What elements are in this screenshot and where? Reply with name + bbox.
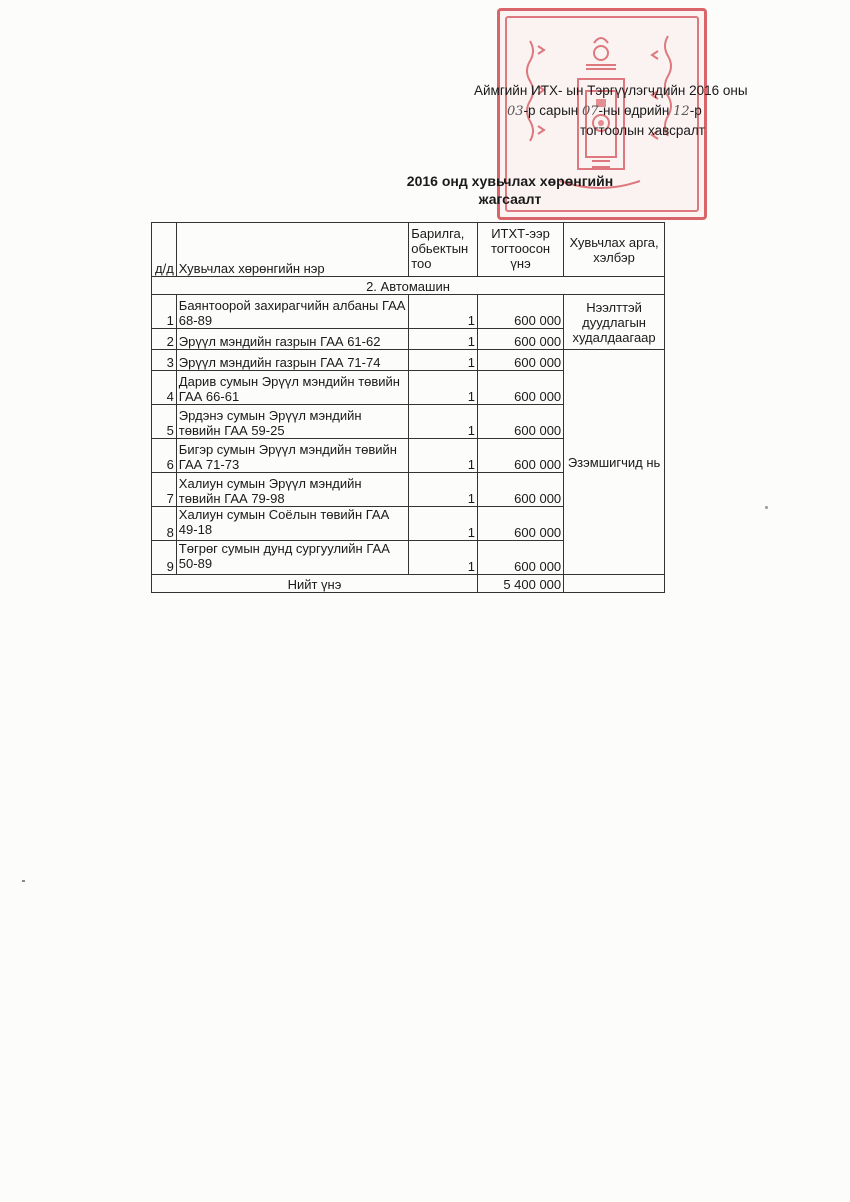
header-day-suffix: -ны өдрийн <box>598 103 670 118</box>
row-price: 600 000 <box>477 350 563 371</box>
row-qty: 1 <box>409 405 478 439</box>
document-title-line2: жагсаалт <box>478 191 542 207</box>
scan-speck <box>22 880 25 882</box>
row-name: Баянтоорой захирагчийн албаны ГАА 68-89 <box>176 295 408 329</box>
table-row <box>152 295 665 329</box>
col-header-method: Хувьчлах арга, хэлбэр <box>564 223 665 277</box>
row-no: 2 <box>152 329 177 350</box>
row-name: Бигэр сумын Эрүүл мэндийн төвийн ГАА 71-73 <box>176 439 408 473</box>
header-line2 <box>507 103 702 119</box>
total-value: 5 400 000 <box>477 575 563 593</box>
header-line3: тогтоолын хавсралт <box>580 123 705 138</box>
header-day: 07 <box>582 104 599 119</box>
document-title-line1: 2016 онд хувьчлах хөрөнгийн <box>406 173 614 189</box>
row-name: Халиун сумын Эрүүл мэндийн төвийн ГАА 79-98 <box>176 473 408 507</box>
row-qty: 1 <box>409 371 478 405</box>
row-name: Эрүүл мэндийн газрын ГАА 61-62 <box>176 329 408 350</box>
row-qty: 1 <box>409 473 478 507</box>
table-header-row <box>152 223 665 277</box>
row-no: 4 <box>152 371 177 405</box>
col-header-no: д/д <box>152 223 177 277</box>
col-header-name: Хувьчлах хөрөнгийн нэр <box>176 223 408 277</box>
row-qty: 1 <box>409 507 478 541</box>
header-month-suffix: -р сарын <box>523 103 579 118</box>
row-no: 7 <box>152 473 177 507</box>
row-price: 600 000 <box>477 405 563 439</box>
header-line1: Аймгийн ИТХ- ын Тэргүүлэгчдийн 2016 оны <box>474 83 748 98</box>
row-qty: 1 <box>409 350 478 371</box>
header-number-suffix: -р <box>689 103 702 118</box>
row-name: Халиун сумын Соёлын төвийн ГАА 49-18 <box>176 507 408 541</box>
row-name: Төгрөг сумын дунд сургуулийн ГАА 50-89 <box>176 541 408 575</box>
row-qty: 1 <box>409 329 478 350</box>
row-price: 600 000 <box>477 439 563 473</box>
row-qty: 1 <box>409 541 478 575</box>
table-row <box>152 350 665 371</box>
row-name: Эрдэнэ сумын Эрүүл мэндийн төвийн ГАА 59-25 <box>176 405 408 439</box>
row-price: 600 000 <box>477 371 563 405</box>
total-label: Нийт үнэ <box>152 575 478 593</box>
total-empty-cell <box>564 575 665 593</box>
row-price: 600 000 <box>477 473 563 507</box>
assets-table <box>151 222 665 593</box>
row-name: Дарив сумын Эрүүл мэндийн төвийн ГАА 66-61 <box>176 371 408 405</box>
method-group-2: Эзэмшигчид нь <box>564 350 665 575</box>
row-no: 5 <box>152 405 177 439</box>
section-title: 2. Автомашин <box>152 277 665 295</box>
row-price: 600 000 <box>477 295 563 329</box>
row-no: 1 <box>152 295 177 329</box>
header-number: 12 <box>673 104 690 119</box>
row-qty: 1 <box>409 295 478 329</box>
header-month: 03 <box>507 104 524 119</box>
col-header-price: ИТХТ-ээр тогтоосон үнэ <box>477 223 563 277</box>
scan-speck <box>765 506 768 509</box>
row-name: Эрүүл мэндийн газрын ГАА 71-74 <box>176 350 408 371</box>
row-no: 8 <box>152 507 177 541</box>
row-price: 600 000 <box>477 329 563 350</box>
row-no: 6 <box>152 439 177 473</box>
row-price: 600 000 <box>477 541 563 575</box>
row-no: 9 <box>152 541 177 575</box>
method-group-1: Нээлттэй дуудлагын худалдаагаар <box>564 295 665 350</box>
row-qty: 1 <box>409 439 478 473</box>
col-header-qty: Барилга, обьектын тоо <box>409 223 478 277</box>
total-row <box>152 575 665 593</box>
row-no: 3 <box>152 350 177 371</box>
section-row <box>152 277 665 295</box>
row-price: 600 000 <box>477 507 563 541</box>
